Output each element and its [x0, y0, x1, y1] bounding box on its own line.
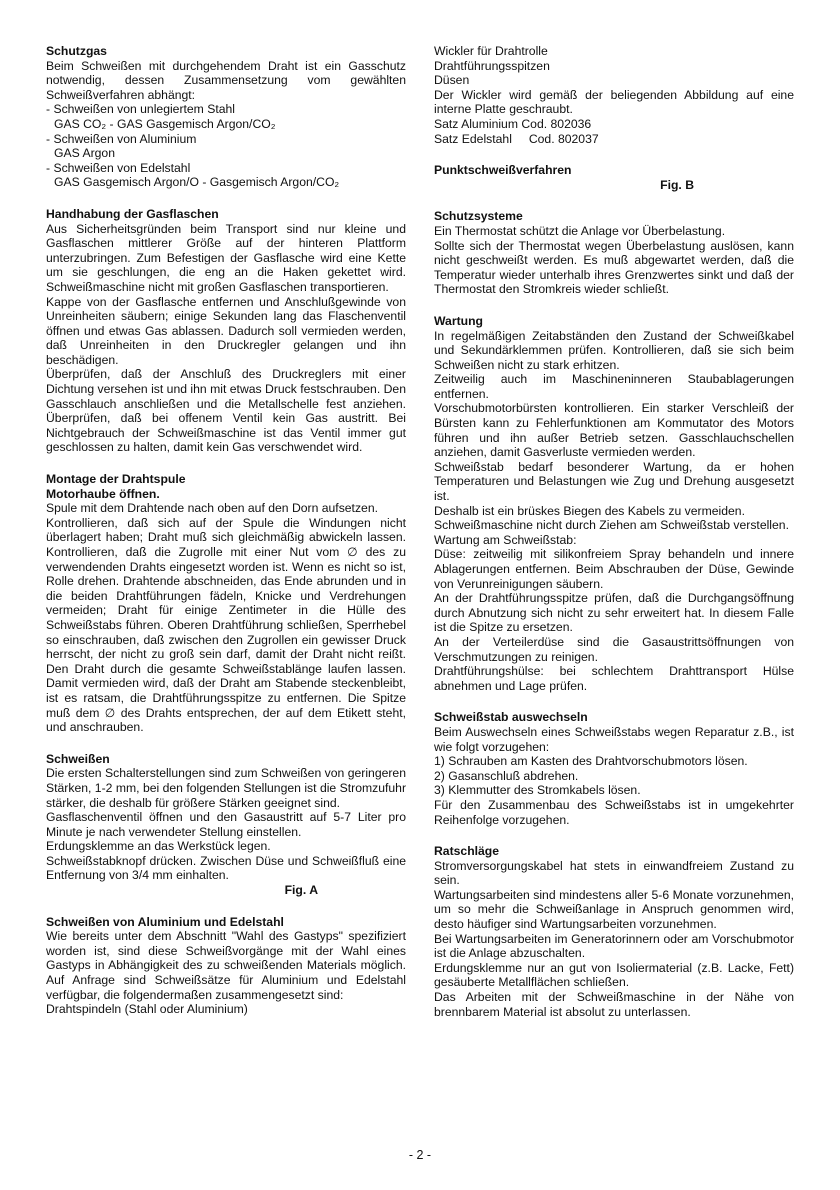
figure-reference-b: Fig. B	[660, 177, 694, 192]
paragraph: Kappe von der Gasflasche entfernen und Anschlußgewinde von Unreinheiten säubern; einige Sekunden lang das Flaschenventil öffnen und etwas Gas ablassen. Dadurch soll vermieden werden, daß Unreinheiten in den Druckregler gelangen und ihn beschädigen.	[46, 294, 406, 367]
section-schweissen	[46, 752, 406, 898]
paragraph: An der Drahtführungsspitze prüfen, daß die Durchgangsöffnung durch Abnutzung sich nicht zu sehr erweitert hat. In diesem Falle ist die Spitze zu ersetzen.	[434, 591, 794, 635]
left-column	[46, 44, 406, 1034]
paragraph: Bei Wartungsarbeiten im Generatorinnern oder am Vorschubmotor ist die Anlage abzuschalten.	[434, 931, 794, 961]
paragraph: Das Arbeiten mit der Schweißmaschine in der Nähe von brennbarem Material ist absolut zu unterlassen.	[434, 990, 794, 1019]
paragraph: Erdungsklemme nur an gut von Isoliermaterial (z.B. Lacke, Fett) gesäuberte Metallflächen schließen.	[434, 960, 794, 990]
paragraph: Stromversorgungskabel hat stets in einwandfreiem Zustand zu sein.	[434, 858, 794, 888]
list-item: - Schweißen von unlegiertem Stahl	[46, 102, 236, 117]
paragraph: Überprüfen, daß der Anschluß des Druckreglers mit einer Dichtung versehen ist und ihn mit etwas Druck festschrauben. Den Gasschlauch anschließen und die Metallschelle fest anziehen. Überprüfen, daß bei offenem Ventil kein Gas austritt. Bei Nichtgebrauch der Schweißmaschine ist das Ventil immer gut geschlossen zu halten, damit kein Gas verschwendet wird.	[46, 367, 406, 455]
paragraph: Kontrollieren, daß sich auf der Spule die Windungen nicht überlagert haben; Draht muß sich gleichmäßig abwickeln lassen. Kontrollieren, daß die Zugrolle mit einer Nut vom ∅ des zu verwendenden Drahts eingesetzt worden ist. Wenn es nicht so ist, Rolle drehen. Drahtende abschneiden, das Ende abrunden und in die beiden Drahtführungen fädeln, Knicke und Verdrehungen vermeiden; Draht für einige Zentimeter in die Hülle des Schweißstabs führen. Oberen Drahtführung schließen, Sperrhebel so einschrauben, daß zwischen den Zugrollen ein gewisser Druck herrscht, der nicht zu groß sein darf, damit der Draht nicht reißt. Den Draht durch die gesamte Schweißstablänge laufen lassen. Damit vermieden wird, daß der Draht am Stabende steckenbleibt, ist es ratsam, die Drahtführungsspitze zu entfernen. Die Spitze muß dem ∅ des Drahts entsprechen, der auf dem Etikett steht, und anschrauben.	[46, 515, 406, 735]
list-item: Satz Edelstahl Cod. 802037	[434, 131, 599, 146]
section-schutzgas	[46, 44, 406, 190]
paragraph: Für den Zusammenbau des Schweißstabs ist in umgekehrter Reihenfolge vorzugehen.	[434, 797, 794, 827]
paragraph: Vorschubmotorbürsten kontrollieren. Ein starker Verschleiß der Bürsten kann zu Fehlerfunktionen am Kommutator des Motors führen und ihn außer Betrieb setzen. Gasschlauchschellen anziehen, damit Gasverluste vermieden werden.	[434, 401, 794, 460]
paragraph: Gasflaschenventil öffnen und den Gasaustritt auf 5-7 Liter pro Minute je nach verwendeter Stellung einstellen.	[46, 810, 406, 839]
list-item: - Schweißen von Edelstahl	[46, 160, 191, 175]
paragraph: Die ersten Schalterstellungen sind zum Schweißen von geringeren Stärken, 1-2 mm, bei den folgenden Stellungen ist die Stromzufuhr stärker, die deshalb für größere Stärken geeignet sind.	[46, 766, 406, 810]
page-number: - 2 -	[408, 1148, 432, 1162]
heading-drahtspule: Montage der Drahtspule	[46, 472, 186, 487]
figure-reference-a: Fig. A	[284, 883, 318, 898]
heading-aluminium: Schweißen von Aluminium und Edelstahl	[46, 914, 284, 929]
list-item: Drahtführungsspitzen	[434, 58, 550, 73]
heading-wartung: Wartung	[434, 313, 483, 328]
section-aluminium-continued	[434, 44, 794, 146]
paragraph: Der Wickler wird gemäß der beliegenden Abbildung auf eine interne Platte geschraubt.	[434, 87, 794, 117]
paragraph: Schweißmaschine nicht durch Ziehen am Schweißstab verstellen.	[434, 518, 789, 533]
section-drahtspule	[46, 472, 406, 735]
section-auswechseln	[434, 710, 794, 827]
section-wartung	[434, 314, 794, 693]
list-item: 1) Schrauben am Kasten des Drahtvorschubmotors lösen.	[434, 754, 748, 769]
list-item: Wickler für Drahtrolle	[434, 44, 548, 58]
heading-gasflaschen: Handhabung der Gasflaschen	[46, 206, 219, 221]
paragraph: Wie bereits unter dem Abschnitt "Wahl des Gastyps" spezifiziert worden ist, sind diese Schweißvorgänge mit der Wahl eines Gastyps in Abhängigkeit des zu schweißenden Materials möglich. Auf Anfrage sind Schweißsätze für Aluminium und Edelstahl verfügbar, die folgendermaßen zusammengesetzt sind:	[46, 929, 406, 1002]
heading-ratschlaege: Ratschläge	[434, 844, 500, 859]
list-item: GAS CO₂ - GAS Gasgemisch Argon/CO₂	[54, 116, 276, 131]
paragraph: Drahtführungshülse: bei schlechtem Drahttransport Hülse abnehmen und Lage prüfen.	[434, 664, 794, 693]
section-schutzsysteme	[434, 209, 794, 297]
heading-schweissen: Schweißen	[46, 751, 110, 766]
paragraph: Ein Thermostat schützt die Anlage vor Überbelastung.	[434, 223, 726, 238]
paragraph: Schweißstab bedarf besonderer Wartung, da er hohen Temperaturen und Belastungen wie Zug und Drehung ausgesetzt ist.	[434, 459, 794, 504]
paragraph: An der Verteilerdüse sind die Gasaustrittsöffnungen von Verschmutzungen zu reinigen.	[434, 634, 794, 664]
paragraph: Beim Schweißen mit durchgehendem Draht ist ein Gasschutz notwendig, dessen Zusammensetzung vom gewählten Schweißverfahren abhängt:	[46, 58, 406, 102]
list-item: Düsen	[434, 73, 470, 88]
subheading-motorhaube: Motorhaube öffnen.	[46, 486, 160, 501]
section-gasflaschen	[46, 207, 406, 455]
list-item: GAS Argon	[54, 146, 115, 161]
paragraph: Erdungsklemme an das Werkstück legen.	[46, 839, 271, 854]
list-item: 2) Gasanschluß abdrehen.	[434, 768, 579, 783]
right-column	[434, 44, 794, 1036]
paragraph: In regelmäßigen Zeitabständen den Zustand der Schweißkabel und Sekundärklemmen prüfen. Kontrollieren, daß sie sich beim Schweißen nicht zu stark erhitzen.	[434, 328, 794, 372]
heading-auswechseln: Schweißstab auswechseln	[434, 710, 588, 725]
list-item: - Schweißen von Aluminium	[46, 131, 197, 146]
paragraph: Spule mit dem Drahtende nach oben auf den Dorn aufsetzen.	[46, 501, 378, 516]
paragraph: Sollte sich der Thermostat wegen Überbelastung auslösen, kann nicht geschweißt werden. Es muß abgewartet werden, daß die Temperatur wieder unterhalb ihres Grenzwertes sinkt und daß der Thermostat den Stromkreis wieder schließt.	[434, 238, 794, 297]
section-aluminium	[46, 915, 406, 1017]
heading-schutzsysteme: Schutzsysteme	[434, 209, 523, 224]
list-item: 3) Klemmutter des Stromkabels lösen.	[434, 783, 641, 798]
paragraph: Zeitweilig auch im Maschineninneren Staubablagerungen entfernen.	[434, 372, 794, 401]
section-punktschweissen	[434, 163, 794, 192]
section-ratschlaege	[434, 844, 794, 1019]
list-item: Satz Aluminium Cod. 802036	[434, 116, 592, 131]
paragraph: Schweißstabknopf drücken. Zwischen Düse und Schweißfluß eine Entfernung von 3/4 mm einhalten.	[46, 853, 406, 883]
heading-punktschweissen: Punktschweißverfahren	[434, 163, 572, 178]
heading-schutzgas: Schutzgas	[46, 44, 107, 58]
paragraph: Düse: zeitweilig mit silikonfreiem Spray behandeln und innere Ablagerungen entfernen. Beim Abschrauben der Düse, Gewinde von Verunreinigungen säubern.	[434, 547, 794, 591]
paragraph: Wartung am Schweißstab:	[434, 532, 577, 547]
list-item: GAS Gasgemisch Argon/O - Gasgemisch Argon/CO₂	[54, 175, 340, 190]
list-item: Drahtspindeln (Stahl oder Aluminium)	[46, 1002, 248, 1017]
paragraph: Beim Auswechseln eines Schweißstabs wegen Reparatur z.B., ist wie folgt vorzugehen:	[434, 724, 794, 754]
paragraph: Deshalb ist ein brüskes Biegen des Kabels zu vermeiden.	[434, 503, 745, 518]
paragraph: Aus Sicherheitsgründen beim Transport sind nur kleine und Gasflaschen mittlerer Größe auf der hinteren Plattform unterzubringen. Zum Befestigen der Gasflasche wird eine Kette um sie geschlungen, die eng an die Haken gekettet wird. Schweißmaschine nicht mit großen Gasflaschen transportieren.	[46, 221, 406, 294]
paragraph: Wartungsarbeiten sind mindestens aller 5-6 Monate vorzunehmen, um so mehr die Schweißanlage in Anspruch genommen wird, desto häufiger sind Wartungsarbeiten vorzunehmen.	[434, 887, 794, 932]
